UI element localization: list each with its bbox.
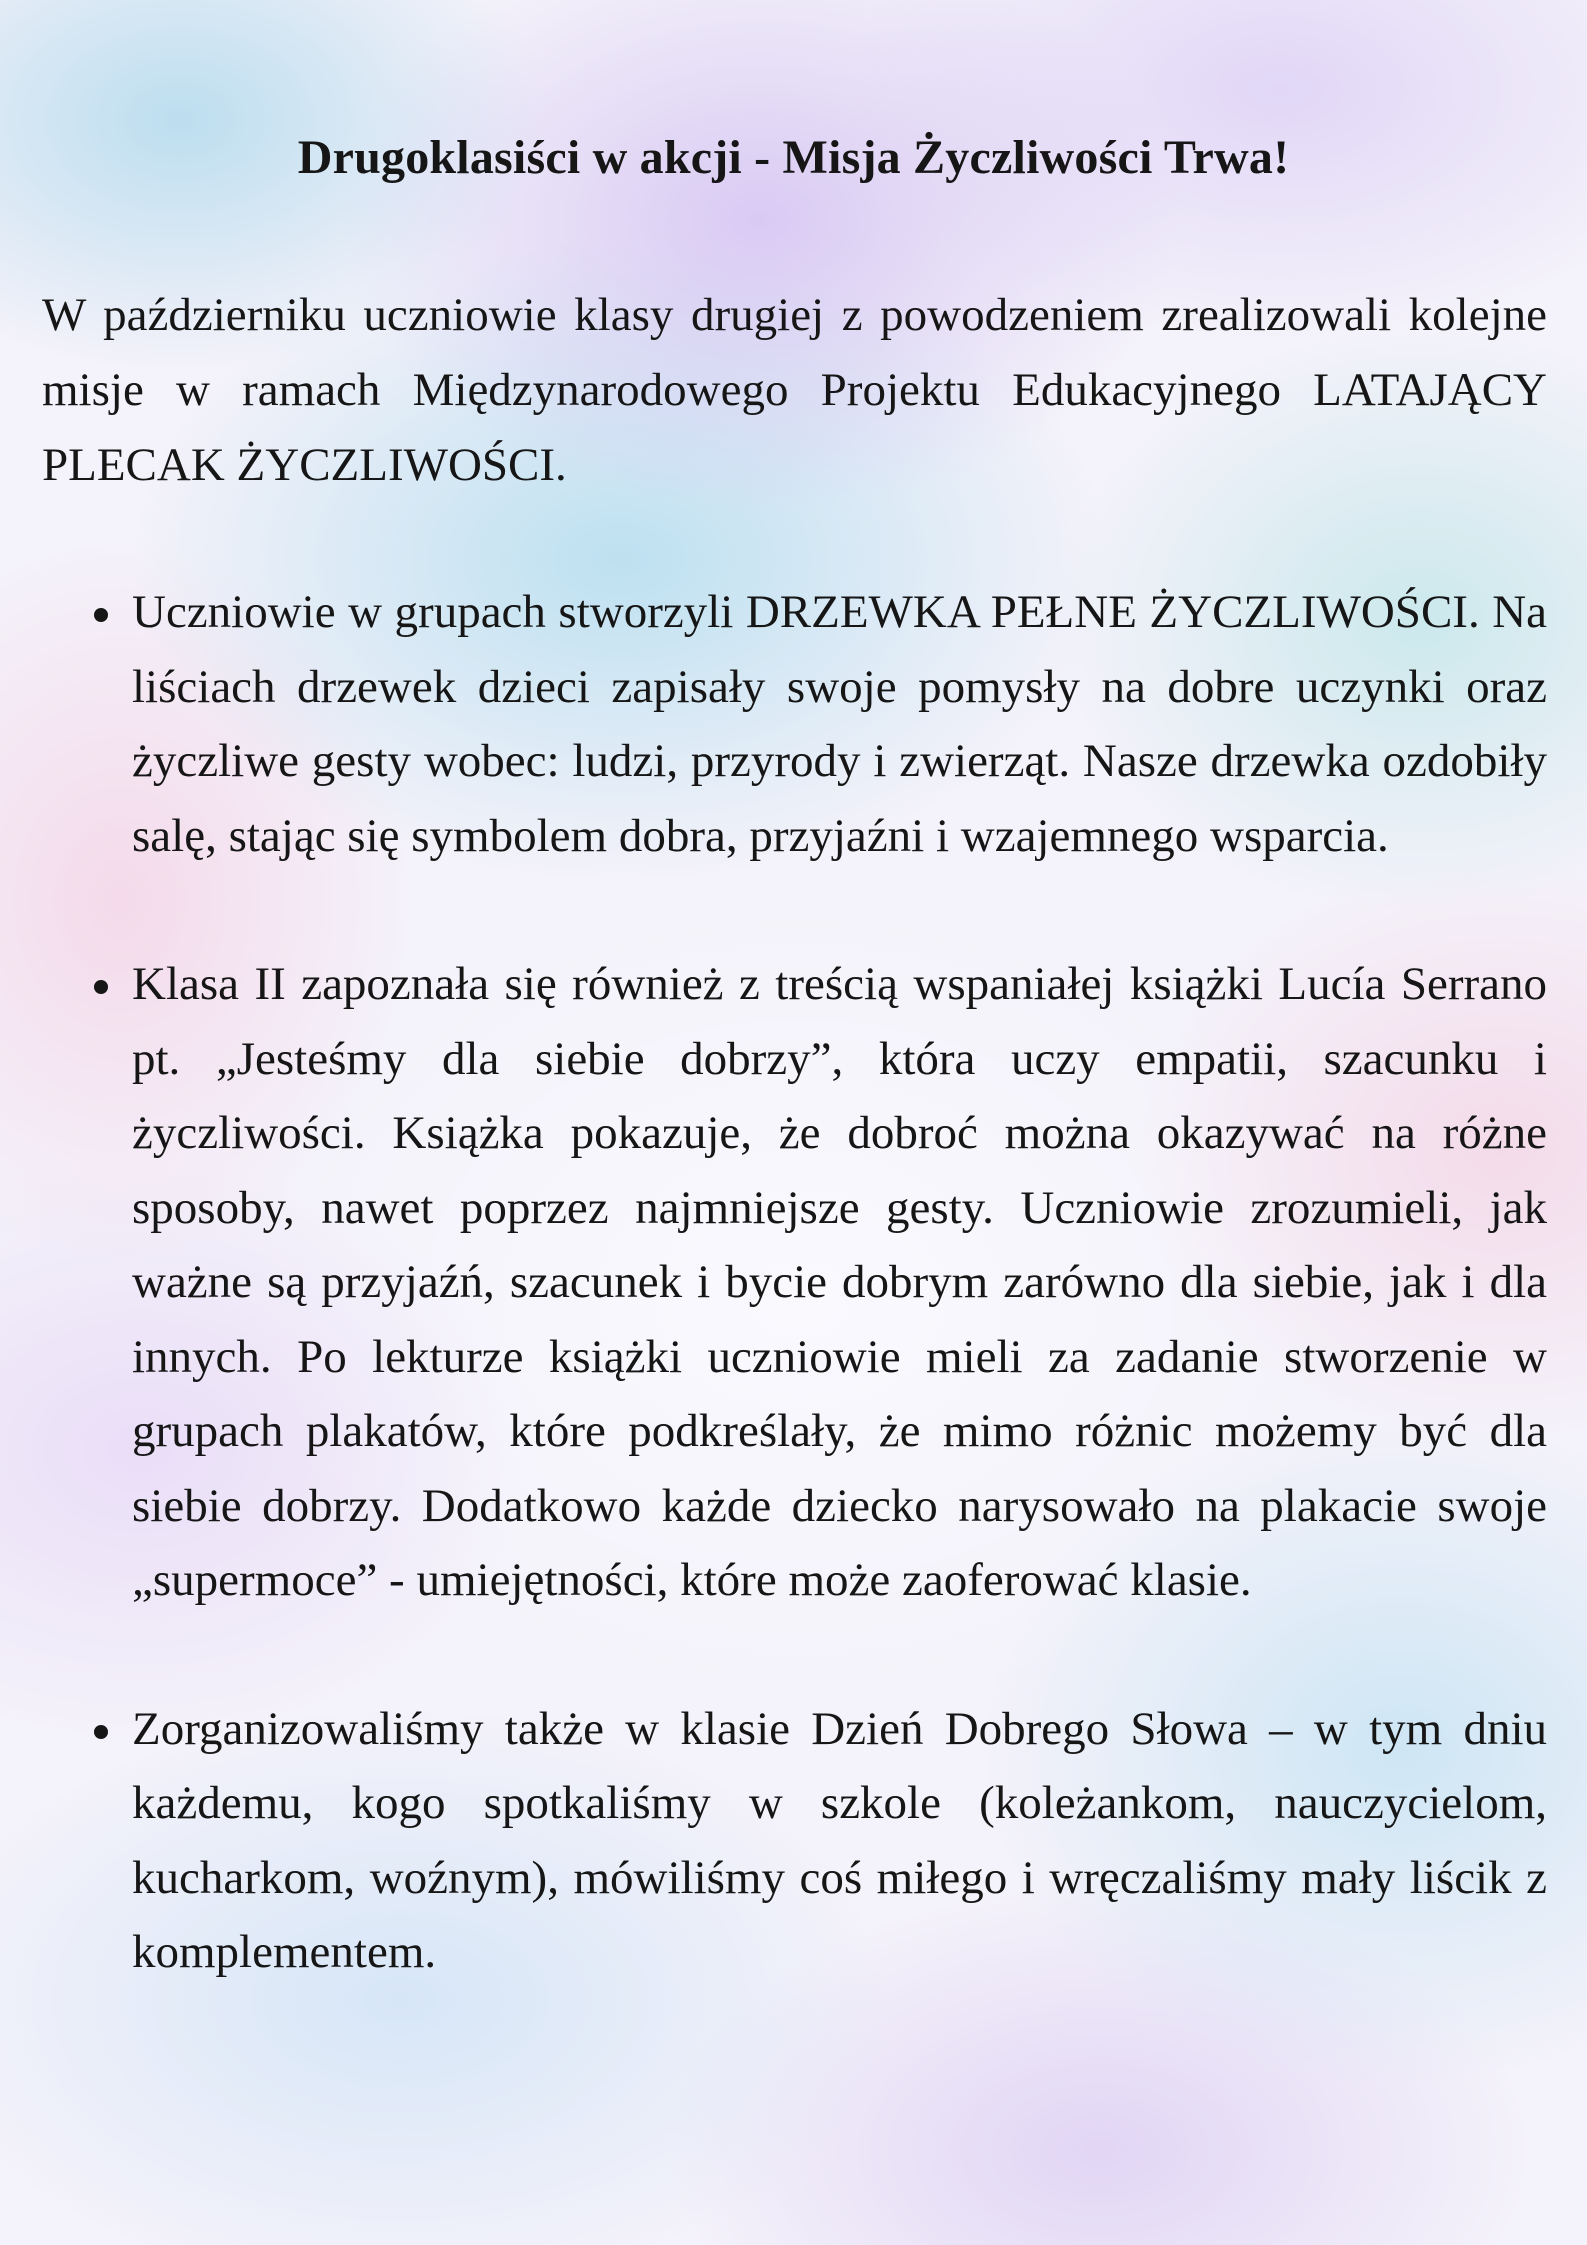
bullet-item-book — [132, 947, 1547, 1618]
bullet-dot-icon — [94, 980, 108, 994]
bullet-dot-icon — [94, 608, 108, 622]
bullet-dot-icon — [94, 1725, 108, 1739]
intro-paragraph: W październiku uczniowie klasy drugiej z powodzeniem zrealizowali kolejne misje w ramach Międzynarodowego Projektu Edukacyjnego LATAJĄCY PLECAK ŻYCZLIWOŚCI. — [42, 289, 1547, 491]
bullet-item-kind-word-day — [132, 1692, 1547, 1990]
bullet-text: Klasa II zapoznała się również z treścią wspaniałej książki Lucía Serrano pt. „Jesteśmy dla siebie dobrzy”, która uczy empatii, szacunku i życzliwości. Książka pokazuje, że dobroć można okazywać na różne sposoby, nawet poprzez najmniejsze gesty. Uczniowie zrozumieli, jak ważne są przyjaźń, szacunek i bycie dobrym zarówno dla siebie, jak i dla innych. Po lekturze książki uczniowie mieli za zadanie stworzenie w grupach plakatów, które podkreślały, że mimo różnic możemy być dla siebie dobrzy. Dodatkowo każde dziecko narysowało na plakacie swoje „supermoce” - umiejętności, które może zaoferować klasie. — [132, 958, 1547, 1606]
bullet-text: Zorganizowaliśmy także w klasie Dzień Dobrego Słowa – w tym dniu każdemu, kogo spotkaliśmy w szkole (koleżankom, nauczycielom, kucharkom, woźnym), mówiliśmy coś miłego i wręczaliśmy mały liścik z komplementem. — [132, 1702, 1547, 1978]
document-title: Drugoklasiści w akcji - Misja Życzliwości Trwa! — [297, 131, 1290, 184]
bullet-item-trees — [132, 575, 1547, 873]
bullet-text: Uczniowie w grupach stworzyli DRZEWKA PEŁNE ŻYCZLIWOŚCI. Na liściach drzewek dzieci zapisały swoje pomysły na dobre uczynki oraz życzliwe gesty wobec: ludzi, przyrody i zwierząt. Nasze drzewka ozdobiły salę, stając się symbolem dobra, przyjaźni i wzajemnego wsparcia. — [132, 586, 1547, 862]
bullet-list — [0, 575, 1587, 2064]
